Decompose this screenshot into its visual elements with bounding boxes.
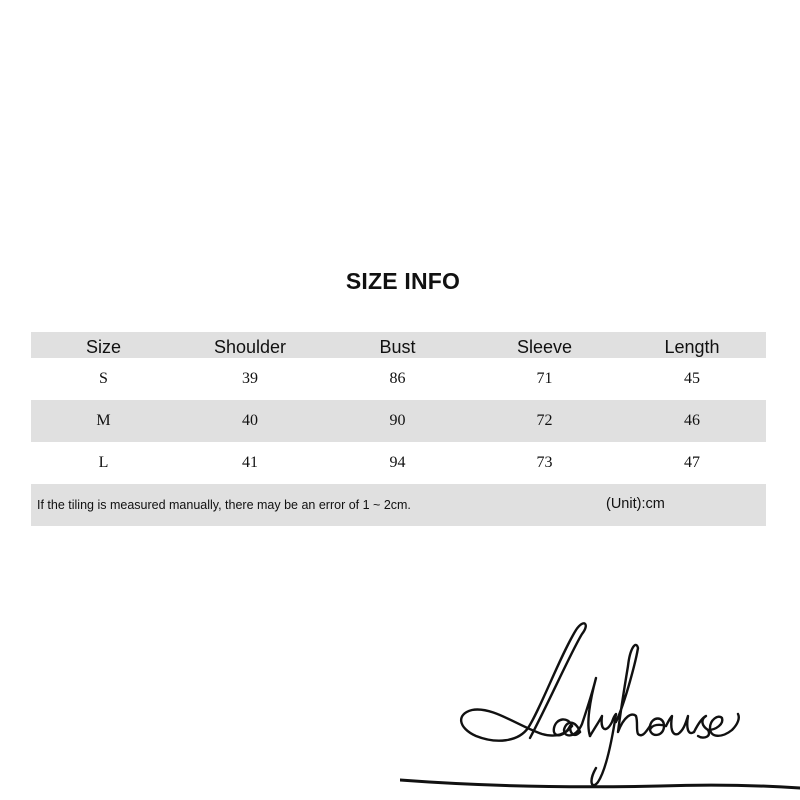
size-table: [31, 332, 766, 484]
column-header-length: Length: [664, 336, 720, 357]
table-cell-shoulder: 41: [242, 454, 258, 471]
table-row: [31, 358, 766, 400]
page-title: SIZE INFO: [345, 268, 461, 294]
table-cell-length: 45: [684, 370, 700, 387]
table-footer-row: [31, 484, 766, 526]
table-cell-sleeve: 73: [536, 454, 553, 471]
unit-label: (Unit):cm: [606, 496, 665, 512]
table-cell-shoulder: 39: [242, 370, 258, 387]
table-cell-size: S: [99, 370, 108, 387]
column-header-bust: Bust: [379, 336, 416, 357]
table-cell-length: 46: [684, 412, 700, 429]
brand-logo: [400, 620, 800, 800]
table-cell-size: L: [98, 454, 109, 471]
column-header-sleeve: Sleeve: [516, 336, 573, 357]
table-row: [31, 442, 766, 484]
table-cell-bust: 94: [389, 454, 406, 471]
table-cell-sleeve: 71: [536, 370, 553, 387]
table-header-row: [31, 332, 766, 358]
table-cell-shoulder: 40: [242, 412, 258, 429]
table-cell-bust: 86: [389, 370, 406, 387]
column-header-shoulder: Shoulder: [213, 336, 287, 357]
column-header-size: Size: [85, 336, 121, 357]
table-cell-sleeve: 72: [536, 412, 553, 429]
table-row: [31, 400, 766, 442]
table-cell-length: 47: [684, 454, 700, 471]
table-cell-bust: 90: [389, 412, 406, 429]
measurement-note: If the tiling is measured manually, there may be an error of 1 ~ 2cm.: [37, 498, 411, 512]
table-cell-size: M: [96, 412, 111, 429]
